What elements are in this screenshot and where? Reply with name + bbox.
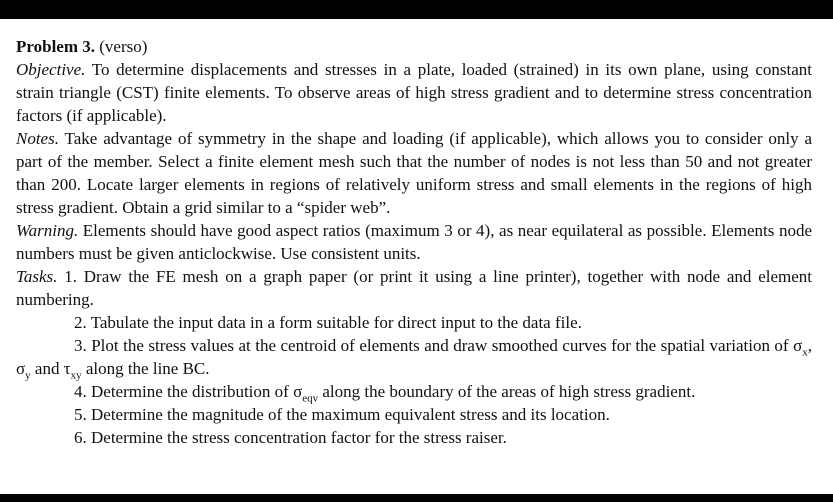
tasks-paragraph bbox=[16, 265, 812, 311]
task-4 bbox=[74, 380, 812, 403]
task-3-text-b: , σ bbox=[16, 336, 812, 378]
warning-paragraph bbox=[16, 219, 812, 265]
objective-label: Objective. bbox=[16, 60, 86, 79]
tau-xy-subscript: xy bbox=[70, 369, 82, 382]
objective-text: To determine displacements and stresses in a plate, loaded (strained) in its own plane, using constant strain triangle (CST) finite elements. To observe areas of high stress gradient and to determine stress concentration factors (if applicable). bbox=[16, 60, 812, 125]
notes-paragraph bbox=[16, 127, 812, 219]
notes-label: Notes. bbox=[16, 129, 59, 148]
sigma-y-subscript: y bbox=[25, 369, 31, 382]
problem-title: Problem 3. bbox=[16, 37, 96, 56]
task-4-text-a: 4. Determine the distribution of σ bbox=[74, 382, 303, 401]
task-3-text-c: and τ bbox=[30, 359, 71, 378]
bottom-black-bar bbox=[0, 494, 833, 502]
tasks-label: Tasks. bbox=[16, 267, 58, 286]
task-6: 6. Determine the stress concentration factor for the stress raiser. bbox=[74, 428, 507, 447]
warning-label: Warning. bbox=[16, 221, 79, 240]
task-4-text-b: along the boundary of the areas of high stress gradient. bbox=[318, 382, 696, 401]
problem-side: (verso) bbox=[99, 37, 148, 56]
warning-text: Elements should have good aspect ratios (maximum 3 or 4), as near equilateral as possible. Elements node numbers must be given anticlockwise. Use consistent units. bbox=[16, 221, 813, 263]
problem-heading bbox=[16, 35, 812, 58]
objective-paragraph bbox=[16, 58, 812, 127]
top-black-bar bbox=[0, 0, 833, 19]
task-3-text-a: 3. Plot the stress values at the centroid of elements and draw smoothed curves for the spatial variation of σ bbox=[74, 336, 803, 355]
notes-text: Take advantage of symmetry in the shape and loading (if applicable), which allows you to consider only a part of the member. Select a finite element mesh such that the number of nodes is not less than 50 and not greater than 200. Locate larger elements in regions of relatively uniform stress and small elements in the regions of high stress gradient. Obtain a grid similar to a “spider web”. bbox=[16, 129, 812, 217]
sigma-eqv-subscript: eqv bbox=[302, 392, 319, 405]
task-3-text-d: along the line BC. bbox=[81, 359, 210, 378]
task-3 bbox=[16, 334, 812, 380]
sigma-x-subscript: x bbox=[802, 346, 808, 359]
task-5: 5. Determine the magnitude of the maximum equivalent stress and its location. bbox=[74, 405, 610, 424]
problem-document bbox=[16, 35, 812, 449]
task-1: 1. Draw the FE mesh on a graph paper (or print it using a line printer), together with node and element numbering. bbox=[16, 267, 813, 309]
task-2: 2. Tabulate the input data in a form suitable for direct input to the data file. bbox=[74, 313, 582, 332]
